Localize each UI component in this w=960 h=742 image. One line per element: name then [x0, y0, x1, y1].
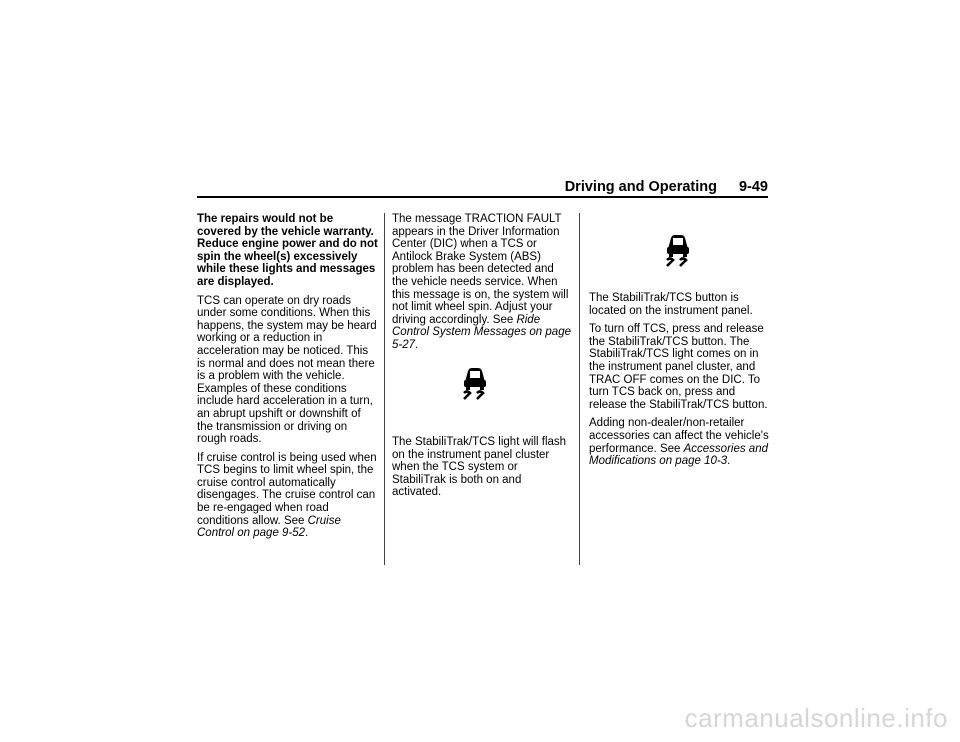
- traction-fault-text: The message TRACTION FAULT appears in the Driver Information Center (DIC) when a TCS or Antilock Brake System (ABS) problem has been detected and the vehicle needs service. When this message is on, the system will not limit wheel spin. Adjust your driving accordingly. See: [392, 213, 569, 326]
- column-2: [392, 213, 572, 358]
- button-location-paragraph: The StabiliTrak/TCS button is located on the instrument panel.: [589, 292, 753, 317]
- page-header: [197, 178, 768, 196]
- section-title: Driving and Operating: [564, 179, 717, 195]
- cruise-control-text: If cruise control is being used when TCS begins to limit wheel spin, the cruise control automatically disengages. The cruise control can be re-engaged when road conditions allow. See: [197, 451, 377, 527]
- ride-control-link[interactable]: Ride Control System Messages on page 5-27: [392, 313, 571, 351]
- column-2-lower: [392, 436, 572, 505]
- accessories-text: Adding non-dealer/non-retailer accessories can affect the vehicle's performance. See: [589, 417, 769, 455]
- light-flash-paragraph: The StabiliTrak/TCS light will flash on the instrument panel cluster when the TCS system or StabiliTrak is both on and activated.: [392, 436, 567, 499]
- header-title: [197, 178, 768, 196]
- accessories-end: .: [727, 455, 731, 468]
- page-number: 9-49: [738, 179, 768, 195]
- watermark: carmanualsonline.info: [684, 703, 948, 733]
- cruise-control-end: .: [305, 527, 309, 540]
- column-3: [589, 292, 769, 474]
- header-rule: [197, 196, 768, 198]
- turn-off-tcs-paragraph: To turn off TCS, press and release the StabiliTrak/TCS button. The StabiliTrak/TCS light comes on in the instrument panel cluster, and TRAC OFF comes on the DIC. To turn TCS back on, press and release the StabiliTrak/TCS button.: [589, 323, 768, 411]
- accessories-paragraph: [589, 417, 769, 467]
- cruise-control-link[interactable]: Cruise Control on page 9-52: [197, 514, 341, 540]
- column-divider-2: [579, 213, 580, 565]
- cruise-control-paragraph: [197, 452, 379, 540]
- warning-paragraph: The repairs would not be covered by the vehicle warranty. Reduce engine power and do not spin the wheel(s) excessively while these lights and messages are displayed.: [197, 213, 378, 288]
- column-divider-1: [384, 213, 385, 565]
- traction-fault-paragraph: [392, 213, 572, 352]
- dry-roads-paragraph: TCS can operate on dry roads under some conditions. When this happens, the system may be heard working or a reduction in acceleration may be noticed. This is normal and does not mean there is a problem with the vehicle. Examples of these conditions include hard acceleration in a turn, an abrupt upshift or downshift of the transmission or driving on rough roads.: [197, 294, 377, 446]
- accessories-link[interactable]: Accessories and Modifications on page 10-3: [589, 442, 768, 468]
- traction-control-icon: [662, 233, 694, 267]
- traction-fault-end: .: [415, 338, 419, 351]
- traction-control-icon: [459, 366, 491, 400]
- column-1: [197, 213, 379, 546]
